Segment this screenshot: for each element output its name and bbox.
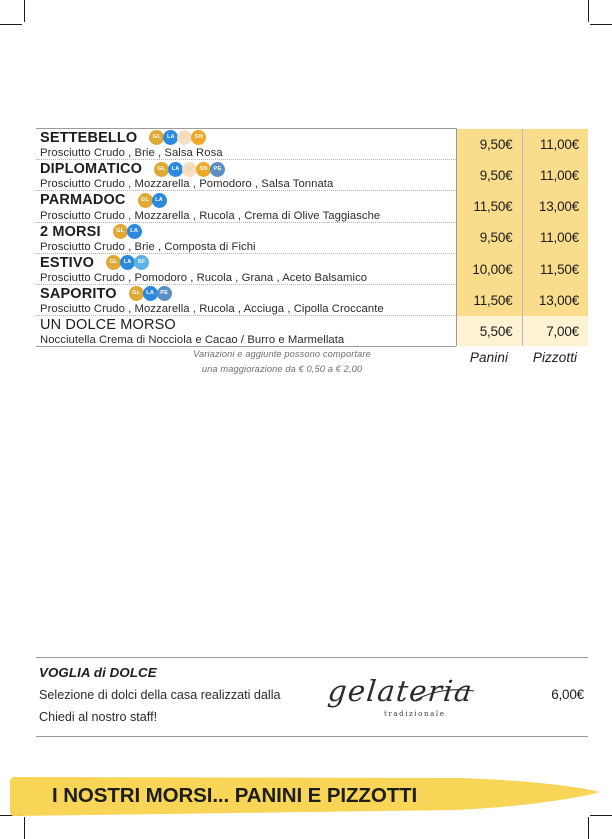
menu-item-description-cell [36, 210, 456, 223]
menu-item-name: PARMADOC [40, 192, 126, 209]
price-pizzotti-cell: 11,50€ [522, 253, 588, 284]
column-caption-pizzotti: Pizzotti [532, 350, 578, 366]
gelateria-script-text: gelateria [326, 674, 475, 708]
price-panini-cell: 9,50€ [456, 222, 522, 253]
allergen-badge-sn-icon: SN [191, 130, 206, 145]
price-panini-cell: 11,50€ [456, 285, 522, 316]
menu-item-description: Prosciutto Crudo , Brie , Salsa Rosa [40, 147, 223, 160]
gelateria-swash-icon [328, 674, 478, 726]
gelateria-logo [328, 674, 478, 726]
menu-item-row [36, 160, 588, 179]
allergen-badge-group [129, 285, 171, 303]
menu-item-row [36, 285, 588, 304]
allergen-badge-la-icon: LA [152, 193, 167, 208]
allergen-badge-la-icon: LA [127, 224, 142, 239]
bottom-banner [0, 769, 612, 829]
allergen-badge-pe-icon: PE [157, 286, 172, 301]
price-panini-cell: 9,50€ [456, 129, 522, 160]
menu-item-description-cell [36, 241, 456, 254]
menu-item-row [36, 222, 588, 241]
note-line-2: una maggiorazione da € 0,50 a € 2,00 [201, 364, 363, 375]
allergen-badge-sn-icon: SN [196, 162, 211, 177]
price-pizzotti-cell: 11,00€ [522, 160, 588, 191]
allergen-badge-gl-icon: GL [113, 224, 128, 239]
crop-mark-top-right-horizontal [590, 24, 612, 25]
allergen-badge-uv-icon: UV [182, 162, 197, 177]
column-captions [456, 350, 588, 365]
allergen-badge-la-icon: LA [163, 130, 178, 145]
menu-item-name: SAPORITO [40, 286, 117, 303]
allergen-badge-gl-icon: GL [149, 130, 164, 145]
menu-item-description: Prosciutto Crudo , Mozzarella , Rucola , Acciuga , Cipolla Croccante [40, 303, 384, 316]
allergen-badge-gl-icon: GL [129, 286, 144, 301]
menu-item-name: UN DOLCE MORSO [40, 317, 176, 334]
table-footer [36, 346, 588, 388]
allergen-badge-group [113, 223, 141, 241]
note-line-1: Variazioni e aggiunte possono comportare [193, 349, 371, 360]
price-panini-cell: 10,00€ [456, 253, 522, 284]
menu-item-row [36, 253, 588, 272]
menu-item-description: Nocciutella Crema di Nocciola e Cacao / Burro e Marmellata [40, 334, 345, 347]
menu-item-name-cell [36, 129, 456, 148]
dolce-price: 6,00€ [551, 687, 584, 702]
menu-item-description: Prosciutto Crudo , Mozzarella , Pomodoro , Salsa Tonnata [40, 178, 334, 191]
menu-item-row [36, 191, 588, 210]
menu-item-description-cell [36, 303, 456, 316]
column-caption-panini: Panini [469, 350, 509, 366]
menu-item-row [36, 316, 588, 335]
dolce-line-1: Selezione di dolci della casa realizzati dalla [39, 688, 281, 702]
menu-item-name-cell [36, 316, 456, 335]
menu-item-description: Prosciutto Crudo , Mozzarella , Rucola , Crema di Olive Taggiasche [40, 209, 381, 222]
price-pizzotti-cell: 11,00€ [522, 129, 588, 160]
menu-item-name-cell [36, 285, 456, 304]
dolce-title: VOGLIA di DOLCE [39, 665, 157, 680]
menu-item-description-cell [36, 272, 456, 285]
allergen-badge-gl-icon: GL [106, 255, 121, 270]
menu-item-name: DIPLOMATICO [40, 161, 143, 178]
allergen-badge-group [106, 254, 148, 272]
price-variation-note [102, 347, 462, 377]
menu-item-description-cell [36, 334, 456, 346]
menu-item-description: Prosciutto Crudo , Pomodoro , Rucola , Grana , Aceto Balsamico [40, 272, 368, 285]
crop-mark-top-left-vertical [24, 0, 25, 22]
banner-title: I NOSTRI MORSI... PANINI E PIZZOTTI [52, 784, 418, 807]
allergen-badge-group [138, 191, 166, 209]
crop-mark-top-left-horizontal [0, 24, 22, 25]
menu-item-description-cell [36, 147, 456, 160]
menu-item-description-cell [36, 178, 456, 191]
menu-item-row [36, 129, 588, 148]
menu-item-name-cell [36, 191, 456, 210]
allergen-badge-gl-icon: GL [138, 193, 153, 208]
price-panini-cell: 9,50€ [456, 160, 522, 191]
gelateria-subtitle: tradizionale [384, 710, 446, 718]
menu-item-name: 2 MORSI [40, 223, 101, 240]
voglia-di-dolce-section [36, 657, 588, 737]
allergen-badge-group [154, 160, 224, 178]
menu-item-description: Prosciutto Crudo , Brie , Composta di Fichi [40, 240, 256, 253]
price-pizzotti-cell: 13,00€ [522, 191, 588, 222]
crop-mark-top-right-vertical [588, 0, 589, 22]
price-panini-cell: 11,50€ [456, 191, 522, 222]
menu-item-name: ESTIVO [40, 254, 95, 271]
price-panini-cell: 5,50€ [456, 316, 522, 347]
allergen-badge-la-icon: LA [120, 255, 135, 270]
allergen-badge-pe-icon: PE [210, 162, 225, 177]
allergen-badge-la-icon: LA [143, 286, 158, 301]
menu-table [36, 128, 588, 346]
price-pizzotti-cell: 11,00€ [522, 222, 588, 253]
menu-item-name-cell [36, 222, 456, 241]
allergen-badge-sf-icon: SF [134, 255, 149, 270]
price-pizzotti-cell: 13,00€ [522, 285, 588, 316]
menu-table-block [36, 128, 588, 388]
menu-item-name-cell [36, 253, 456, 272]
allergen-badge-group [149, 129, 205, 147]
menu-item-name: SETTEBELLO [40, 130, 138, 146]
menu-item-name-cell [36, 160, 456, 179]
dolce-line-2: Chiedi al nostro staff! [39, 710, 158, 724]
allergen-badge-uv-icon: UV [177, 130, 192, 145]
allergen-badge-la-icon: LA [168, 162, 183, 177]
allergen-badge-gl-icon: GL [154, 162, 169, 177]
price-pizzotti-cell: 7,00€ [522, 316, 588, 347]
